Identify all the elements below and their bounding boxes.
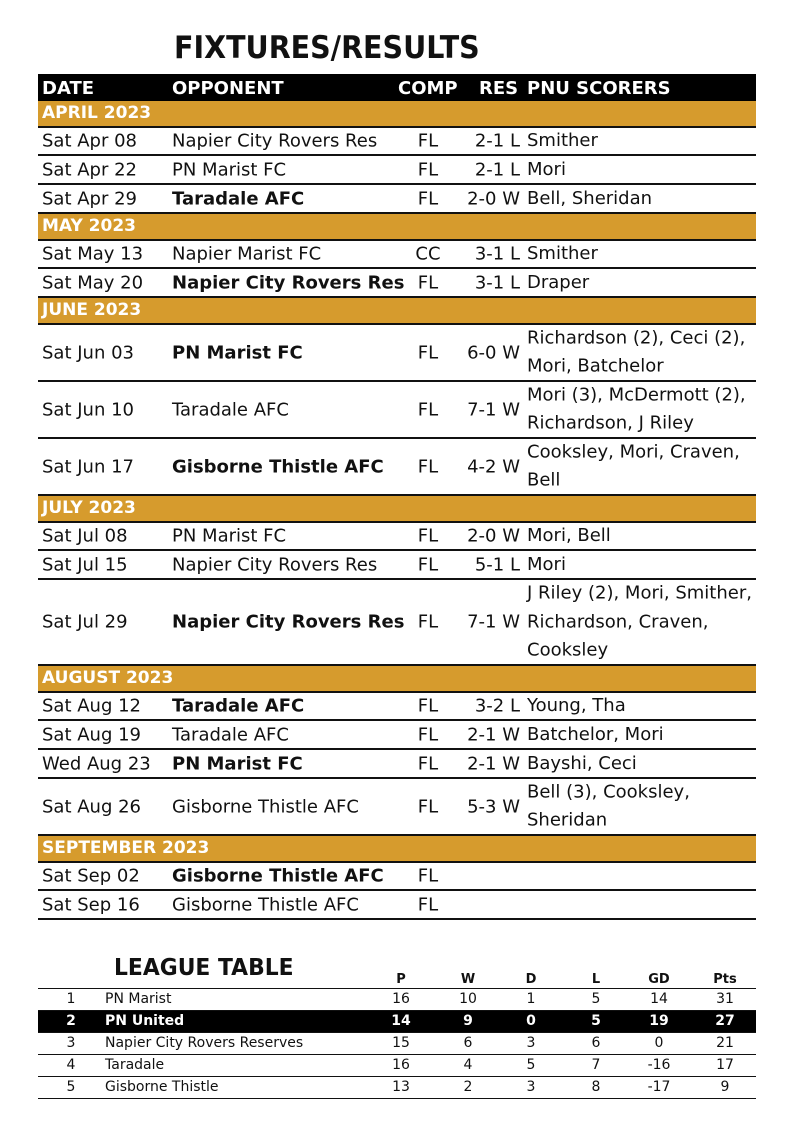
fixture-date: Sat Jul 29 xyxy=(42,611,128,633)
fixture-result: 2-1 L xyxy=(474,130,520,152)
fixture-row xyxy=(38,891,756,920)
fixtures-body xyxy=(38,101,756,920)
league-header-p: P xyxy=(396,972,406,987)
league-gd: -17 xyxy=(647,1079,671,1095)
league-l: 7 xyxy=(591,1057,601,1073)
league-p: 16 xyxy=(392,1057,410,1073)
fixture-row xyxy=(38,580,756,666)
fixture-date: Sat Aug 12 xyxy=(42,695,142,717)
fixture-result: 2-1 W xyxy=(467,724,520,745)
fixture-scorers: Young, Tha xyxy=(527,694,626,716)
league-w: 4 xyxy=(463,1057,473,1073)
fixture-opponent: Gisborne Thistle AFC xyxy=(172,894,359,915)
league-d: 3 xyxy=(526,1035,536,1051)
fixture-scorers: J Riley (2), Mori, Smither, Richardson, Craven, Cooksley xyxy=(527,582,752,661)
fixture-comp: FL xyxy=(417,796,439,817)
league-pos: 5 xyxy=(66,1079,76,1095)
league-pts: 31 xyxy=(716,991,734,1007)
fixture-opponent: Napier City Rovers Res xyxy=(172,272,405,293)
fixture-date: Sat Apr 08 xyxy=(42,130,138,152)
fixture-result: 2-0 W xyxy=(467,525,520,547)
fixture-scorers: Bayshi, Ceci xyxy=(527,752,637,774)
fixture-row xyxy=(38,750,756,779)
fixture-date: Sat Sep 02 xyxy=(42,865,140,887)
league-d: 5 xyxy=(526,1057,536,1073)
fixture-row xyxy=(38,721,756,750)
fixture-scorers: Mori xyxy=(527,553,566,575)
header-scorers: PNU SCORERS xyxy=(527,78,671,99)
fixture-date: Sat Apr 29 xyxy=(42,188,138,209)
fixture-scorers: Draper xyxy=(527,271,590,293)
fixture-comp: FL xyxy=(417,342,439,363)
fixture-row xyxy=(38,523,756,551)
fixture-row xyxy=(38,325,756,382)
fixture-scorers: Mori xyxy=(527,158,566,180)
month-band: APRIL 2023 xyxy=(38,101,756,128)
league-d: 1 xyxy=(526,991,536,1007)
fixture-date: Sat Jun 03 xyxy=(42,342,134,363)
league-pos: 2 xyxy=(66,1013,76,1029)
league-header-d: D xyxy=(525,972,537,987)
fixture-date: Sat Sep 16 xyxy=(42,894,140,915)
fixture-scorers: Batchelor, Mori xyxy=(527,723,664,745)
league-pts: 9 xyxy=(720,1079,730,1095)
fixture-date: Sat May 20 xyxy=(42,272,144,293)
league-gd: 0 xyxy=(654,1035,664,1051)
fixture-row xyxy=(38,269,756,298)
fixture-scorers: Smither xyxy=(527,242,598,264)
fixture-scorers: Bell (3), Cooksley, Sheridan xyxy=(527,781,690,831)
fixture-opponent: Napier City Rovers Res xyxy=(172,611,405,633)
fixture-opponent: PN Marist FC xyxy=(172,753,303,774)
league-l: 6 xyxy=(591,1035,601,1051)
fixture-row xyxy=(38,779,756,836)
fixture-row xyxy=(38,551,756,580)
fixtures-table xyxy=(38,74,756,920)
league-row xyxy=(38,1033,756,1055)
fixture-row xyxy=(38,156,756,185)
fixture-row xyxy=(38,241,756,269)
fixture-comp: FL xyxy=(417,753,439,774)
month-band: AUGUST 2023 xyxy=(38,666,756,693)
league-w: 10 xyxy=(459,991,477,1007)
fixture-result: 3-1 L xyxy=(474,243,520,265)
fixture-scorers: Bell, Sheridan xyxy=(527,187,653,209)
league-d: 3 xyxy=(526,1079,536,1095)
fixture-scorers: Cooksley, Mori, Craven, Bell xyxy=(527,441,740,491)
fixture-comp: FL xyxy=(417,399,439,420)
league-gd: -16 xyxy=(647,1057,671,1073)
fixture-row xyxy=(38,439,756,496)
league-pos: 1 xyxy=(66,991,76,1007)
fixture-result: 2-0 W xyxy=(467,188,520,209)
month-band: JULY 2023 xyxy=(38,496,756,523)
league-pts: 21 xyxy=(716,1035,734,1051)
fixture-comp: FL xyxy=(417,525,439,547)
fixture-comp: FL xyxy=(417,272,439,293)
fixture-comp: FL xyxy=(417,865,439,887)
fixture-opponent: Gisborne Thistle AFC xyxy=(172,796,359,817)
fixture-result: 7-1 W xyxy=(467,611,520,633)
fixture-row xyxy=(38,863,756,891)
fixture-scorers: Richardson (2), Ceci (2), Mori, Batchelor xyxy=(527,327,746,377)
league-p: 14 xyxy=(391,1013,411,1029)
fixture-comp: FL xyxy=(417,188,439,209)
league-team: Napier City Rovers Reserves xyxy=(105,1035,304,1051)
header-comp: COMP xyxy=(398,78,458,99)
fixture-row xyxy=(38,693,756,721)
fixture-result: 2-1 W xyxy=(467,753,520,774)
fixture-comp: FL xyxy=(417,554,439,575)
fixture-opponent: Napier City Rovers Res xyxy=(172,130,378,152)
month-band: MAY 2023 xyxy=(38,214,756,241)
fixture-date: Sat Jul 08 xyxy=(42,525,128,547)
league-p: 15 xyxy=(392,1035,410,1051)
page-title: FIXTURES/RESULTS xyxy=(174,30,480,66)
league-row xyxy=(38,1011,756,1033)
league-row xyxy=(38,1055,756,1077)
fixture-result: 6-0 W xyxy=(467,342,520,363)
month-band: JUNE 2023 xyxy=(38,298,756,325)
fixture-comp: FL xyxy=(417,894,439,915)
fixture-opponent: Gisborne Thistle AFC xyxy=(172,456,384,477)
fixture-date: Sat Jun 17 xyxy=(42,456,134,477)
fixture-opponent: Taradale AFC xyxy=(172,399,289,420)
fixture-scorers: Mori, Bell xyxy=(527,524,611,546)
fixture-opponent: Taradale AFC xyxy=(172,188,305,209)
fixture-comp: FL xyxy=(417,159,439,180)
fixture-date: Wed Aug 23 xyxy=(42,753,151,774)
fixture-row xyxy=(38,128,756,156)
fixtures-header xyxy=(38,74,756,101)
fixture-result: 7-1 W xyxy=(467,399,520,420)
league-header-gd: GD xyxy=(648,972,670,987)
league-team: PN Marist xyxy=(105,991,172,1007)
fixture-date: Sat Aug 19 xyxy=(42,724,142,745)
header-date: DATE xyxy=(42,78,95,99)
league-w: 6 xyxy=(463,1035,473,1051)
fixture-opponent: Gisborne Thistle AFC xyxy=(172,865,384,887)
league-team: Gisborne Thistle xyxy=(105,1079,219,1095)
league-header-w: W xyxy=(460,972,476,987)
league-header-l: L xyxy=(591,972,601,987)
fixture-date: Sat Jul 15 xyxy=(42,554,128,575)
league-team: PN United xyxy=(105,1013,185,1029)
month-band: SEPTEMBER 2023 xyxy=(38,836,756,863)
fixture-scorers: Smither xyxy=(527,129,598,151)
fixture-opponent: Napier Marist FC xyxy=(172,243,322,265)
fixture-date: Sat Jun 10 xyxy=(42,399,134,420)
league-rows xyxy=(38,988,756,1099)
league-w: 2 xyxy=(463,1079,473,1095)
fixture-row xyxy=(38,185,756,214)
league-pts: 27 xyxy=(715,1013,735,1029)
fixture-result: 4-2 W xyxy=(467,456,520,477)
fixture-comp: FL xyxy=(417,611,439,633)
fixture-opponent: Taradale AFC xyxy=(172,695,305,717)
fixture-date: Sat Apr 22 xyxy=(42,159,138,180)
fixture-comp: FL xyxy=(417,695,439,717)
league-gd: 19 xyxy=(649,1013,669,1029)
fixture-opponent: Taradale AFC xyxy=(172,724,289,745)
fixture-date: Sat May 13 xyxy=(42,243,144,265)
league-pos: 4 xyxy=(66,1057,76,1073)
header-opponent: OPPONENT xyxy=(172,78,284,99)
header-res: RES xyxy=(479,78,519,99)
fixture-opponent: PN Marist FC xyxy=(172,525,287,547)
fixture-date: Sat Aug 26 xyxy=(42,796,142,817)
fixture-result: 2-1 L xyxy=(474,159,520,180)
fixture-comp: CC xyxy=(415,243,441,265)
league-w: 9 xyxy=(463,1013,473,1029)
fixture-result: 5-3 W xyxy=(467,796,520,817)
league-header-pts: Pts xyxy=(713,972,737,987)
fixture-result: 3-1 L xyxy=(474,272,520,293)
league-pos: 3 xyxy=(66,1035,76,1051)
league-row xyxy=(38,1077,756,1099)
fixture-opponent: Napier City Rovers Res xyxy=(172,554,378,575)
fixture-scorers: Mori (3), McDermott (2), Richardson, J Riley xyxy=(527,384,746,434)
fixture-comp: FL xyxy=(417,130,439,152)
league-l: 5 xyxy=(591,1013,601,1029)
league-title: LEAGUE TABLE xyxy=(114,955,294,981)
fixture-row xyxy=(38,382,756,439)
league-gd: 14 xyxy=(650,991,668,1007)
fixture-result: 5-1 L xyxy=(474,554,520,575)
fixture-comp: FL xyxy=(417,724,439,745)
fixture-opponent: PN Marist FC xyxy=(172,159,287,180)
league-l: 8 xyxy=(591,1079,601,1095)
fixture-opponent: PN Marist FC xyxy=(172,342,303,363)
league-l: 5 xyxy=(591,991,601,1007)
league-p: 13 xyxy=(392,1079,410,1095)
league-pts: 17 xyxy=(716,1057,734,1073)
fixture-result: 3-2 L xyxy=(474,695,520,717)
league-team: Taradale xyxy=(105,1057,165,1073)
league-row xyxy=(38,989,756,1011)
league-p: 16 xyxy=(392,991,410,1007)
fixture-comp: FL xyxy=(417,456,439,477)
league-d: 0 xyxy=(526,1013,536,1029)
